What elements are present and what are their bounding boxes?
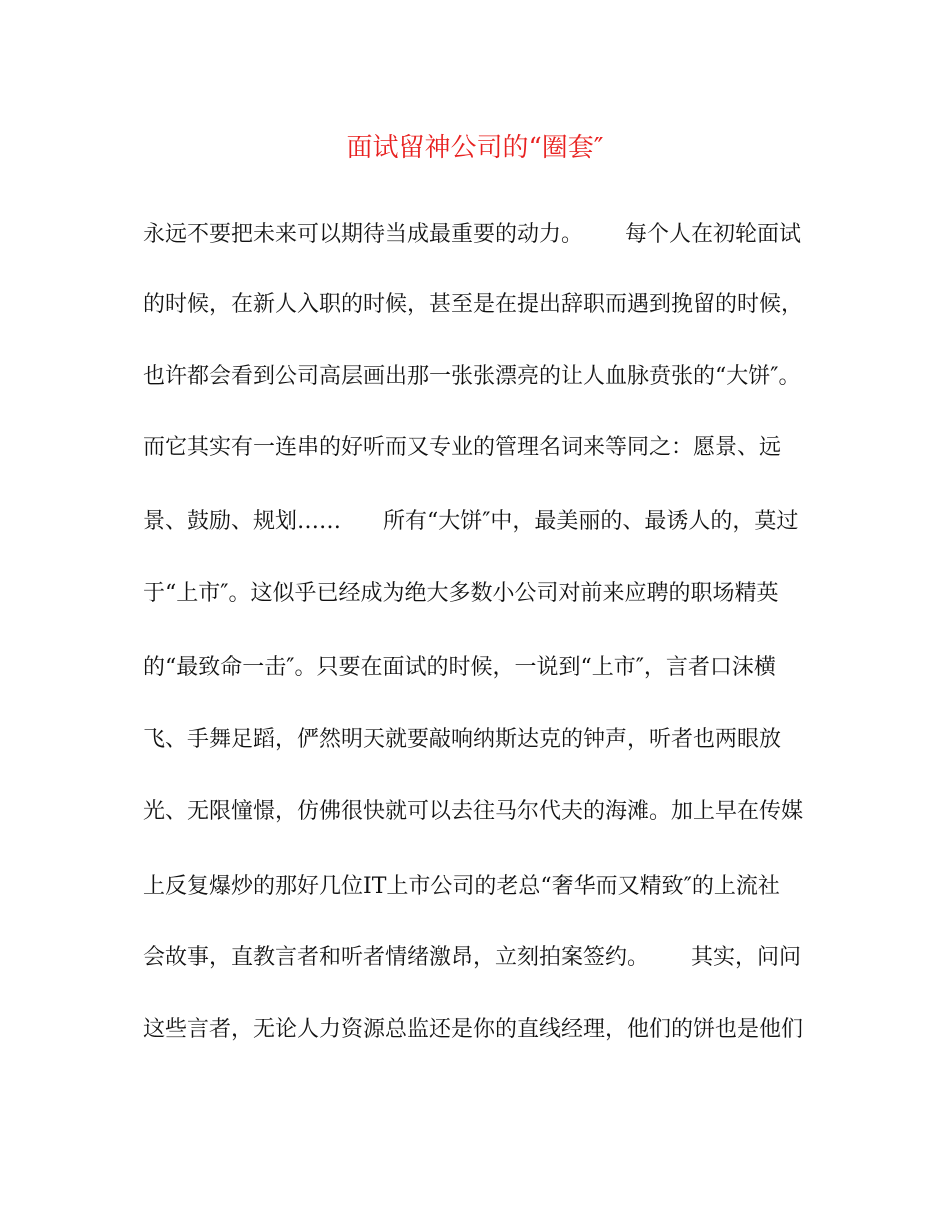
paragraph-line: 会故事，直教言者和听者情绪激昂，立刻拍案签约。 其实，问问 — [143, 945, 801, 970]
paragraph-line: 光、无限憧憬，仿佛很快就可以去往马尔代夫的海滩。加上早在传媒 — [143, 799, 804, 824]
paragraph-line: 永远不要把未来可以期待当成最重要的动力。 每个人在初轮面试 — [143, 222, 801, 247]
paragraph-line: 这些言者，无论人力资源总监还是你的直线经理，他们的饼也是他们 — [143, 1017, 804, 1042]
paragraph-line: 景、鼓励、规划…… 所有“大饼″中，最美丽的、最诱人的，莫过 — [143, 509, 799, 534]
document-title: 面试留神公司的“圈套″ — [346, 133, 604, 163]
paragraph-line: 于“上市″。这似乎已经成为绝大多数小公司对前来应聘的职场精英 — [143, 581, 779, 606]
paragraph-line: 也许都会看到公司高层画出那一张张漂亮的让人血脉贲张的“大饼″。 — [143, 364, 801, 389]
paragraph-line: 飞、手舞足蹈，俨然明天就要敲响纳斯达克的钟声，听者也两眼放 — [143, 727, 782, 752]
paragraph-line: 的“最致命一击″。只要在面试的时候，一说到“上市″，言者口沫横 — [143, 655, 776, 680]
paragraph-line: 上反复爆炒的那好几位IT上市公司的老总“奢华而又精致″的上流社 — [143, 874, 780, 899]
paragraph-line: 的时候，在新人入职的时候，甚至是在提出辞职而遇到挽留的时候， — [143, 292, 804, 317]
paragraph-line: 而它其实有一连串的好听而又专业的管理名词来等同之：愿景、远 — [143, 435, 782, 460]
